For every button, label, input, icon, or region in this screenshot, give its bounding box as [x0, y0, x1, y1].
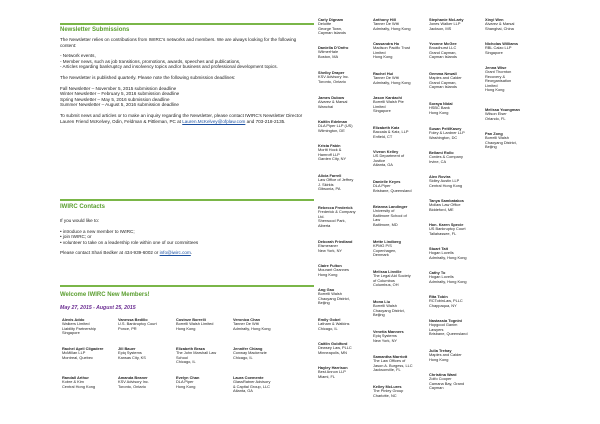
- member-line: of Columbus: [373, 277, 395, 283]
- member-entry: [373, 205, 429, 227]
- member-line: U.S. Bankruptcy Court: [118, 321, 157, 327]
- section-divider: [60, 285, 314, 287]
- member-line: Central Hong Kong: [62, 383, 96, 389]
- member-entry: [485, 18, 541, 31]
- member-line: Chicago, IL: [233, 354, 253, 360]
- member-line: Dewsey Law, PLLC: [318, 345, 352, 351]
- member-line: Grand Cayman,: [429, 79, 457, 85]
- member-entry: [318, 342, 374, 355]
- member-line: DLA Piper: [373, 183, 391, 189]
- member-line: Camana Bay, Grand: [429, 380, 465, 386]
- member-line: Tallahassee, FL: [429, 230, 457, 236]
- member-name: Elizabeth Braza: [176, 346, 205, 351]
- member-name: Jennifer Chiang: [233, 346, 263, 351]
- member-name: Samantha Marriott: [373, 354, 408, 359]
- member-line: Biddeford, ME: [429, 206, 454, 212]
- member-name: Jenna Wise: [485, 65, 507, 70]
- member-line: Epiq Systems: [118, 350, 142, 356]
- member-line: Tanner De Witt: [373, 21, 399, 27]
- member-line: Toronto, Ontario: [318, 78, 346, 84]
- member-name: Randall Arthur: [62, 375, 89, 380]
- member-line: The Pinley Group: [373, 388, 404, 394]
- member-line: Grant Thornton: [485, 69, 512, 75]
- contact-text: To submit news and articles or to make an inquiry regarding the Newsletter, please contact IWIRC's Newsletter Director Lauren Friend McKelvey, Odin, Feldman & Pittleman, PC at: [60, 112, 303, 124]
- submissions-body: [60, 37, 310, 124]
- member-line: New York, NY: [318, 247, 343, 253]
- member-entry: [318, 264, 374, 277]
- member-line: Kobre & Kim: [62, 379, 84, 385]
- member-line: Borrelli Walsh: [318, 291, 342, 297]
- member-line: Admiralty, Hong Kong: [429, 254, 467, 260]
- member-line: RBL Calzo LLP: [485, 45, 512, 51]
- member-line: Wilson Elser: [485, 111, 507, 117]
- member-name: Hayley Harrison: [318, 365, 348, 370]
- member-line: The Legal Aid Society: [373, 273, 411, 279]
- deadline-item: Fall Newsletter – November 5, 2015 submission deadline: [60, 85, 177, 91]
- member-line: Tanner De Witt: [373, 75, 399, 81]
- member-line: Reorganisation: [485, 78, 512, 84]
- member-line: & Capital Group, LLC: [233, 383, 270, 389]
- member-line: Boston, MA: [318, 53, 339, 59]
- member-line: Chappaqua, NY: [429, 302, 457, 308]
- member-line: Recovery &: [485, 73, 506, 79]
- member-line: Elsmeraner: [318, 243, 338, 249]
- member-line: Copenhagen,: [373, 247, 397, 253]
- member-entry: [429, 349, 485, 362]
- member-entry: [318, 120, 374, 133]
- member-line: Minneapolis, MN: [318, 349, 347, 355]
- member-name: Rebecca Frederick: [318, 205, 353, 210]
- member-line: Foley & Lardner LLP: [429, 130, 465, 136]
- member-line: Sherwood Park,: [318, 218, 346, 224]
- member-entry: [485, 66, 541, 92]
- member-line: Cayman: [429, 385, 444, 391]
- member-line: Shanghai, China: [485, 25, 514, 31]
- member-name: Gemma Newall: [429, 71, 457, 76]
- member-line: GlassRatner Advisory: [233, 379, 271, 385]
- member-name: Kelley McLures: [373, 384, 402, 389]
- contacts-contact: [60, 250, 310, 256]
- member-name: Venetia Manners: [373, 329, 404, 334]
- member-entry: [429, 72, 485, 90]
- member-line: Hong Kong: [176, 383, 196, 389]
- member-line: Ltd.: [318, 213, 325, 219]
- member-entry: [429, 247, 485, 260]
- member-name: Laura Coemente: [233, 375, 264, 380]
- member-name: Stuart Tait: [429, 246, 448, 251]
- member-line: Best Annon LLP: [318, 369, 346, 375]
- member-line: Jones Walker LLP: [429, 21, 461, 27]
- info-email-link[interactable]: info@iwirc.com: [159, 250, 191, 256]
- member-line: Epiq Systems: [373, 333, 397, 339]
- member-line: Chicago, IL: [176, 359, 196, 365]
- member-line: DLA Piper: [176, 379, 194, 385]
- member-line: University of: [373, 208, 395, 214]
- member-name: Ang Gao: [318, 287, 335, 292]
- member-entry: [318, 96, 374, 109]
- member-entry: [373, 300, 429, 318]
- member-line: Brisbane, Queensland: [373, 187, 412, 193]
- contacts-title: IWIRC Contacts: [60, 204, 105, 210]
- member-name: Claire Fulton: [318, 263, 342, 268]
- newsletter-email-link[interactable]: Lauren.McKelvey@ofplaw.com: [182, 118, 246, 124]
- member-entry: [373, 126, 429, 139]
- member-line: Wilmington, DE: [318, 127, 345, 133]
- submissions-intro: The Newsletter relies on contributions from IWIRC's networks and members. We are always looking for the following content:: [60, 37, 297, 48]
- member-line: Limited: [373, 103, 386, 109]
- member-line: Baccala & Katz, LLP: [373, 129, 409, 135]
- member-line: Charlotte, NC: [373, 392, 397, 398]
- submissions-item: - Network events,: [60, 53, 96, 59]
- member-entry: [318, 206, 374, 228]
- member-name: Evelyn Chan: [176, 375, 200, 380]
- member-line: Cordes & Company: [429, 154, 463, 160]
- member-name: Anthony Hill: [373, 17, 396, 22]
- member-entry: [318, 18, 374, 36]
- member-line: Hong Kong: [429, 109, 449, 115]
- member-line: Borrelli Walsh: [373, 303, 397, 309]
- member-entry: [429, 373, 485, 391]
- member-line: Hogan Lovells: [429, 274, 454, 280]
- member-entry: [429, 271, 485, 284]
- member-name: Veronica Chan: [233, 317, 261, 322]
- member-line: US Bankruptcy Court: [429, 226, 466, 232]
- member-entry: [62, 376, 118, 389]
- member-line: Hong Kong: [485, 87, 505, 93]
- member-name: Kaitlin Edelman: [318, 119, 348, 124]
- member-line: Washington, DC: [429, 134, 458, 140]
- member-line: Maples and Calder: [429, 352, 462, 358]
- member-line: Zolfo Cooper: [429, 376, 452, 382]
- member-name: Nastassia Tognini: [429, 318, 463, 323]
- member-name: Melissa Linville: [373, 269, 402, 274]
- member-entry: [429, 18, 485, 31]
- member-entry: [373, 42, 429, 60]
- member-line: Jacksonville, FL: [373, 367, 401, 373]
- member-line: Kansas City, KS: [118, 354, 146, 360]
- member-name: Stephanie McLarty: [429, 17, 464, 22]
- member-name: Mette Lindberg: [373, 239, 401, 244]
- member-entry: [485, 108, 541, 121]
- member-entry: [373, 270, 429, 288]
- member-line: Tanner De Witt: [233, 321, 259, 327]
- member-entry: [318, 46, 374, 59]
- member-entry: [373, 150, 429, 168]
- member-line: Atlanta, GA: [373, 162, 393, 168]
- member-name: Alicia Farrell: [318, 173, 342, 178]
- submissions-quarterly: The Newsletter is published quarterly. Please note the following submission deadlines:: [60, 74, 236, 80]
- member-name: Cassandra Ho: [373, 41, 400, 46]
- member-name: Soraya Nidal: [429, 101, 453, 106]
- contacts-item: • volunteer to take on a leadership role within one of our committees: [60, 239, 199, 245]
- member-entry: [373, 385, 429, 398]
- member-name: Alexis Addo: [62, 317, 85, 322]
- member-name: Viveon Kelley: [373, 149, 399, 154]
- deadline-item: Summer Newsletter – August 5, 2016 submission deadline: [60, 102, 179, 108]
- submissions-title: Newsletter Submissions: [60, 27, 130, 33]
- member-entry: [62, 347, 118, 360]
- member-name: Carly Dignam: [318, 17, 344, 22]
- submissions-contact: [60, 113, 310, 124]
- member-name: Caitlin Goldford: [318, 341, 348, 346]
- member-line: J. Skirkis: [318, 181, 334, 187]
- member-line: Conway Mackenzie: [233, 350, 267, 356]
- member-line: The John Marshall Law: [176, 350, 217, 356]
- submissions-item: - Member news, such as job transitions, promotions, awards, speeches and publications,: [60, 58, 241, 64]
- member-name: Cathy To: [429, 270, 446, 275]
- member-line: Hogan Lovells: [429, 250, 454, 256]
- member-entry: [373, 18, 429, 31]
- member-name: Alex Rovira: [429, 174, 451, 179]
- member-name: Xinyi Wen: [485, 17, 504, 22]
- member-name: Nicholas Williams: [485, 41, 519, 46]
- member-line: Montreal, Quebec: [62, 354, 93, 360]
- deadline-item: Winter Newsletter – February 5, 2016 submission deadline: [60, 91, 180, 97]
- member-entry: [118, 318, 174, 331]
- welcome-dates: May 27, 2015 - August 25, 2015: [60, 305, 136, 311]
- member-line: Hong Kong: [176, 325, 196, 331]
- member-line: The Law Offices of: [373, 358, 406, 364]
- member-line: Admiralty, Hong Kong: [429, 278, 467, 284]
- member-line: Grand Cayman,: [429, 49, 457, 55]
- member-line: Hopgood Ganim: [429, 322, 458, 328]
- member-line: Denmark: [373, 252, 389, 258]
- member-name: Deborah Friedland: [318, 239, 353, 244]
- contacts-item: • join IWIRC; or: [60, 234, 92, 240]
- member-line: Cayman Islands: [318, 30, 346, 36]
- contacts-body: [60, 218, 310, 256]
- contacts-lead: If you would like to:: [60, 218, 100, 223]
- member-line: Ponce, PR: [118, 325, 137, 331]
- submissions-item: - Articles regarding bankruptcy and insolvency topics and/or business and professional development topics.: [60, 64, 278, 70]
- member-line: Broadhurst LLC: [429, 45, 457, 51]
- member-line: Gibsonia, PA: [318, 186, 341, 192]
- member-line: Chaoyang District,: [485, 139, 517, 145]
- member-entry: [485, 42, 541, 55]
- member-entry: [373, 180, 429, 193]
- member-line: Admiralty, Hong Kong: [373, 79, 411, 85]
- member-line: HSBC Bank: [429, 105, 450, 111]
- member-name: Elizabeth Katz: [373, 125, 400, 130]
- member-line: Orlando, FL: [485, 115, 506, 121]
- member-line: Chaoyang District,: [373, 307, 405, 313]
- member-line: US Department of: [373, 153, 405, 159]
- member-line: Madison Pacific Trust: [373, 45, 410, 51]
- member-line: Admiralty, Hong Kong: [373, 25, 411, 31]
- member-line: Toronto, Ontario: [118, 383, 146, 389]
- member-line: Baltimore, MD: [373, 221, 398, 227]
- contact-text: and 703-218-2135.: [245, 118, 286, 124]
- member-line: McMillan LLP: [62, 350, 86, 356]
- member-entry: [429, 223, 485, 236]
- member-line: Jackson, MS: [429, 25, 452, 31]
- member-entry: [429, 175, 485, 188]
- member-entry: [373, 96, 429, 114]
- member-name: Shelby Draper: [318, 70, 345, 75]
- member-name: Mona Liu: [373, 299, 391, 304]
- member-name: Tanya Sambatakos: [429, 198, 464, 203]
- member-entry: [318, 366, 374, 379]
- member-entry: [318, 288, 374, 306]
- member-line: Beijing: [318, 300, 330, 306]
- member-entry: [318, 71, 374, 84]
- member-line: Borrelli Walsh Limited: [176, 321, 214, 327]
- member-line: School: [176, 354, 188, 360]
- member-entry: [176, 347, 232, 365]
- member-line: Jason A. Burgess, LLC: [373, 362, 413, 368]
- member-line: George Town,: [318, 25, 343, 31]
- member-line: Hong Kong: [318, 271, 338, 277]
- member-entry: [318, 174, 374, 192]
- member-name: Amanda Beaner: [118, 375, 148, 380]
- member-line: WilmerHale: [318, 49, 339, 55]
- welcome-title: Welcome IWIRC New Members!: [60, 292, 150, 298]
- member-entry: [485, 132, 541, 150]
- member-line: Alberta: [318, 222, 331, 228]
- member-line: KSV Advisory Inc.: [118, 379, 149, 385]
- member-line: Singapore: [373, 108, 391, 114]
- member-line: Cayman Islands: [429, 84, 457, 90]
- member-line: Alvarez & Marsal: [485, 21, 515, 27]
- member-entry: [429, 102, 485, 115]
- contact-text: .: [190, 250, 193, 256]
- member-name: Pan Zong: [485, 131, 503, 136]
- member-name: Vanessa Bedillo: [118, 317, 148, 322]
- member-entry: [118, 347, 174, 360]
- member-entry: [118, 376, 174, 389]
- member-line: DLA Piper LLP (US): [318, 123, 353, 129]
- member-line: Hamroff LLP: [318, 151, 340, 157]
- member-name: Christina Ward: [429, 372, 457, 377]
- member-name: Emily Gobel: [318, 317, 341, 322]
- member-line: Singapore: [485, 49, 503, 55]
- member-entry: [373, 330, 429, 343]
- member-name: Jill Bauer: [118, 346, 136, 351]
- member-entry: [176, 376, 232, 389]
- member-name: Yvonne McGee: [429, 41, 457, 46]
- member-line: Moritt Hock &: [318, 147, 342, 153]
- member-name: Melissa Youngman: [485, 107, 520, 112]
- member-entry: [318, 318, 374, 331]
- member-name: Rita Tobin: [429, 294, 448, 299]
- member-line: Law: [373, 217, 381, 223]
- member-name: Julia Trehay: [429, 348, 452, 353]
- member-line: Borrelli Walsh Pte: [373, 99, 404, 105]
- member-name: Rachel Hui: [373, 71, 394, 76]
- member-line: Irvine, CA: [429, 158, 447, 164]
- member-line: Miami, FL: [318, 373, 336, 379]
- member-line: Cayman Islands: [429, 54, 457, 60]
- member-entry: [429, 319, 485, 337]
- member-line: Chaoyang District,: [318, 295, 350, 301]
- member-name: Danielle Keyes: [373, 179, 401, 184]
- member-line: Hong Kong: [429, 356, 449, 362]
- member-entry: [233, 376, 289, 394]
- member-entry: [429, 295, 485, 308]
- member-name: Daniella D'Onfro: [318, 45, 349, 50]
- member-line: Wanchai: [318, 103, 333, 109]
- contact-text: Please contact Shari Bedker at 434-939-6002 or: [60, 250, 160, 256]
- member-entry: [233, 347, 289, 360]
- member-entry: [429, 151, 485, 164]
- member-entry: [318, 144, 374, 162]
- member-line: Deloitte: [318, 21, 332, 27]
- member-line: KSV Advisory Inc.: [318, 74, 349, 80]
- member-line: Limited: [485, 82, 498, 88]
- member-entry: [373, 355, 429, 373]
- member-entry: [318, 240, 374, 253]
- member-line: Garden City, NY: [318, 156, 347, 162]
- member-line: Lawyers: [429, 326, 444, 332]
- member-name: Brianna Landinger: [373, 204, 408, 209]
- member-entry: [429, 127, 485, 140]
- member-line: Liability Partnership: [62, 325, 96, 331]
- member-line: Frederick & Company: [318, 209, 356, 215]
- member-name: Bellami Rollo: [429, 150, 454, 155]
- member-line: Brisbane, Queensland: [429, 331, 468, 337]
- member-entry: [373, 240, 429, 258]
- member-entry: [429, 42, 485, 60]
- member-entry: [233, 318, 289, 331]
- member-line: Baltimore School of: [373, 212, 407, 218]
- member-line: Mollaw Law Office: [429, 202, 461, 208]
- member-line: Justice: [373, 157, 386, 163]
- member-line: Chicago, IL: [318, 325, 338, 331]
- member-entry: [373, 72, 429, 85]
- member-line: Law Office of Jeffrey: [318, 177, 354, 183]
- member-name: Krista Fabin: [318, 143, 341, 148]
- member-line: Latham & Watkins: [318, 321, 350, 327]
- member-name: Costnze Borrelli: [176, 317, 206, 322]
- member-line: New York, NY: [373, 337, 398, 343]
- member-line: Columbus, OH: [373, 282, 399, 288]
- deadline-item: Spring Newsletter – May 5, 2016 submission deadline: [60, 96, 170, 102]
- member-line: Singapore: [62, 330, 80, 336]
- member-entry: [62, 318, 118, 336]
- member-name: Hon. Karen Specie: [429, 222, 464, 227]
- member-name: Rachel April Cligadere: [62, 346, 104, 351]
- member-entry: [176, 318, 232, 331]
- member-line: Beijing: [485, 144, 497, 150]
- member-line: Central Hong Kong: [429, 182, 463, 188]
- member-line: Atlanta, GA: [233, 388, 253, 394]
- member-line: Maples and Calder: [429, 75, 462, 81]
- member-line: Enfield, CT: [373, 133, 393, 139]
- member-line: Alvarez & Marsal: [318, 99, 348, 105]
- member-name: James Dubow: [318, 95, 345, 100]
- section-divider: [60, 23, 314, 25]
- member-name: Jason Kardachi: [373, 95, 402, 100]
- member-line: Limited: [373, 49, 386, 55]
- member-line: Beijing: [373, 312, 385, 318]
- member-line: Admiralty, Hong Kong: [233, 325, 271, 331]
- member-line: RCTobinLaw, PLLC: [429, 298, 463, 304]
- member-line: Walkers Limited: [62, 321, 90, 327]
- contacts-item: • introduce a new member to IWIRC;: [60, 228, 135, 234]
- member-entry: [429, 199, 485, 212]
- member-line: Hong Kong: [373, 54, 393, 60]
- member-line: Sidley Austin LLP: [429, 178, 460, 184]
- member-line: KPMG P/S: [373, 243, 392, 249]
- member-name: Susan Pelt/Kasey: [429, 126, 462, 131]
- member-line: Mourant Ozannes: [318, 267, 349, 273]
- member-line: Borrelli Walsh: [485, 135, 509, 141]
- section-divider: [60, 199, 314, 201]
